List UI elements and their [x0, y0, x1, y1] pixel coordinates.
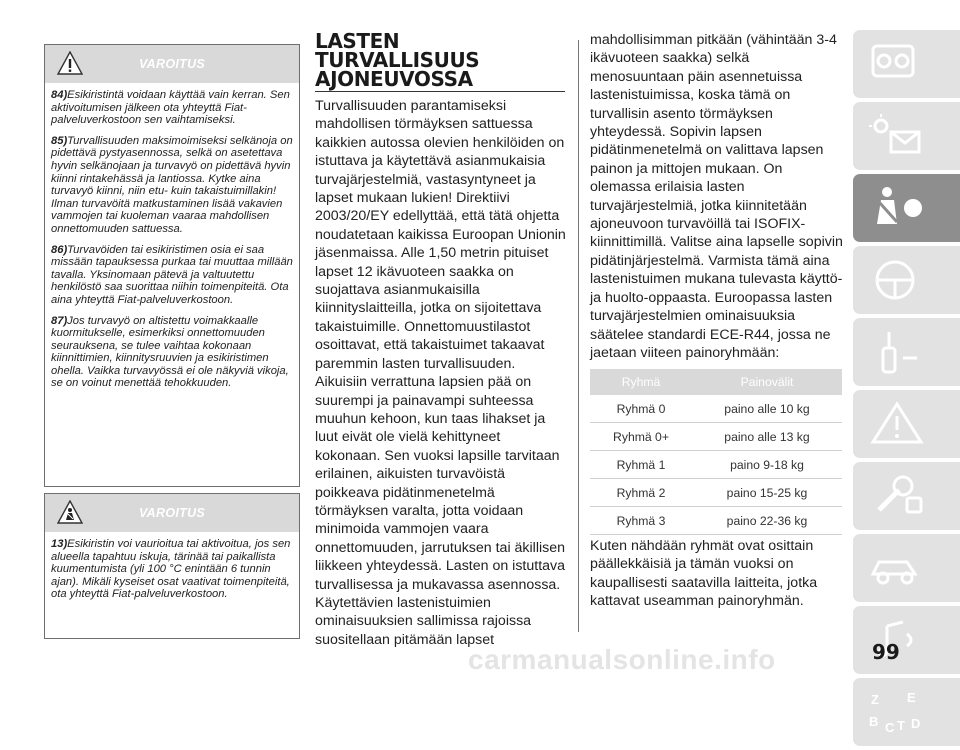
tab-driving[interactable] — [853, 246, 960, 314]
page-number: 99 — [872, 640, 900, 664]
seatbelt-airbag-icon — [867, 184, 927, 232]
tab-index[interactable] — [853, 678, 960, 746]
table-header-cell: Ryhmä — [590, 369, 692, 395]
tab-dashboard[interactable] — [853, 30, 960, 98]
tab-multimedia[interactable] — [853, 606, 960, 674]
svg-text:C: C — [885, 720, 895, 735]
svg-text:T: T — [897, 718, 905, 733]
section-heading: LASTEN TURVALLISUUS AJONEUVOSSA — [315, 29, 480, 91]
tab-technical-data[interactable] — [853, 534, 960, 602]
tab-warning-lights[interactable] — [853, 102, 960, 170]
car-key-icon — [867, 328, 927, 376]
warning-title: VAROITUS — [138, 57, 206, 71]
tab-starting[interactable] — [853, 318, 960, 386]
tab-safety[interactable] — [853, 174, 960, 242]
warning-title: VAROITUS — [138, 506, 206, 520]
warning-box-2 — [44, 493, 300, 639]
table-header-cell: Painovälit — [692, 369, 842, 395]
warning-item: 84)Esikiristintä voidaan käyttää vain kerran. Sen aktivoitumisen jälkeen ota yhteyttä Fiat-palveluverkostoon sen vaihtamiseksi. — [51, 89, 290, 127]
table-cell: paino 22-36 kg — [692, 507, 842, 535]
warning-lights-icon — [867, 112, 927, 160]
svg-text:D: D — [911, 716, 921, 731]
chapter-sidebar — [853, 30, 960, 750]
svg-text:B: B — [869, 714, 879, 729]
tab-emergency[interactable] — [853, 390, 960, 458]
maintenance-wrench-icon — [867, 472, 927, 520]
table-row — [590, 423, 842, 451]
watermark: carmanualsonline.info — [468, 644, 776, 675]
body-text-right: mahdollisimman pitkään (vähintään 3-4 ikävuoteen saakka) selkä menosuuntaan päin asennetuissa lastenistuimissa, koska tämä on turvallisin asento törmäyksen yhteydessä. Sopivin lapsen pidätinmenetelmä on valittava lapsen painon ja mittojen mukaan. On olemassa erilaisia lasten turvajärjestelmiä, jotka kiinnitetään ajoneuvoon turvavöillä tai ISOFIX-kiinnittimillä. Valitse aina lapselle sopivin pidätinjärjestelmä. Varmista tämä aina lastenistuimen mukana tulevasta käyttö- ja huolto-oppaasta. Euroopassa lasten turvajärjestelmien ominaisuuksia säätelee standardi ECE-R44, jossa ne jaetaan viiteen painoryhmään: — [590, 32, 843, 361]
warning-item: 87)Jos turvavyö on altistettu voimakkaalle kuormitukselle, esimerkiksi onnettomuuden seurauksena, se tulee vaihtaa kokonaan kiinnittimien, kiinnitysruuvien ja esikiristimen ohella. Vaikka turvavyössä ei ole näkyviä vikoja, se on voinut menettää tehokkuuden. — [51, 314, 289, 390]
table-cell: Ryhmä 3 — [590, 507, 692, 535]
table-cell: paino 15-25 kg — [692, 479, 842, 507]
table-cell: Ryhmä 2 — [590, 479, 692, 507]
warning-body — [45, 532, 299, 617]
warning-header — [45, 494, 299, 532]
weight-groups-table — [590, 369, 842, 535]
body-text-right-continued: Kuten nähdään ryhmät ovat osittain päällekkäisiä ja tämän vuoksi on kaupallisesti saatavilla laitteita, jotka kattavat useamman painoryhmän. — [590, 538, 818, 610]
table-header-row — [590, 369, 842, 395]
warning-body — [45, 83, 299, 406]
steering-wheel-icon — [867, 256, 927, 304]
car-specs-icon — [867, 544, 927, 592]
car-dashboard-icon — [867, 40, 927, 88]
tab-maintenance[interactable] — [853, 462, 960, 530]
warning-box-1 — [44, 44, 300, 487]
table-cell: Ryhmä 0+ — [590, 423, 692, 451]
table-row — [590, 479, 842, 507]
body-text-middle: Turvallisuuden parantamiseksi mahdollisen törmäyksen sattuessa kaikkien autossa olevien henkilöiden on istuttava ja käytettävä asianmukaisia turvajärjestelmiä, vastasyntyneet ja lapset mukaan lukien! Direktiivi 2003/20/EY edellyttää, että tätä ohjetta noudatetaan kaikissa Euroopan Unionin jäsenmaissa. Alle 1,50 metrin pituiset lapset 12 ikävuoteen saakka on suojattava asianmukaisilla kiinnityslaitteilla, jotka on sijoitettava takaistuimille. Onnettomuustilastot osoittavat, että takaistuimet takaavat paremmin lasten turvallisuuden. Aikuisiin verrattuna lapsien pää on suurempi ja painavampi suhteessa muuhun kehoon, kun taas lihakset ja luut eivät ole vielä kehittyneet kokonaan. Sen vuoksi lapsille tarvitaan erilainen, aikuisten turvavöistä poikkeava pidätinmenetelmä törmäyksen varalta, jotta voidaan minimoida vammojen vaara onnettomuuden, jarrutuksen tai äkillisen liikkeen yhteydessä. Lasten on istuttava turvallisessa ja mukavassa asennossa. Käytettävien lastenistuimien ominaisuuksien sallimissa rajoissa suositellaan pitämään lapset — [315, 98, 566, 648]
table-cell: Ryhmä 0 — [616, 401, 666, 416]
svg-text:Z: Z — [871, 692, 879, 707]
warning-item: 86)Turvavöiden tai esikiristimen osia ei saa missään tapauksessa purkaa tai muuttaa millään tavalla. Yksinomaan pätevä ja valtuutettu henkilöstö saa suorittaa niihin toimenpiteitä. Ota aina yhteyttä Fiat-palveluverkostoon. — [51, 243, 293, 306]
table-row — [590, 507, 842, 535]
table-cell: paino alle 13 kg — [692, 423, 842, 451]
warning-item: 85)Turvallisuuden maksimoimiseksi selkänoja on pidettävä pystyasennossa, selkä on asetettava hyvin selkänojaan ja turvavyö on pidettävä hyvin kiinni rintakehässä ja lantiossa. Kytke aina turvavyö kiinni, niin etu- kuin takaistuimillakin! Ilman turvavöitä matkustaminen lisää vakavien vammojen tai kuoleman vaaraa mahdollisen onnettomuuden sattuessa. — [51, 134, 293, 235]
warning-item: 13)Esikiristin voi vaurioitua tai aktivoitua, jos sen alueella tapahtuu iskuja, tärinää tai paikallista kuumentumista (yli 100 °C enintään 6 tunnin ajan). Mikäli kyseiset osat vaativat toimenpiteitä, ota yhteyttä Fiat-palveluverkostoon. — [51, 538, 291, 601]
emergency-warning-triangle-icon — [867, 400, 927, 448]
table-cell: paino 9-18 kg — [692, 451, 842, 479]
index-letters-icon — [867, 688, 927, 736]
table-row — [590, 395, 842, 423]
heading-underline — [315, 91, 565, 92]
warning-header — [45, 45, 299, 83]
table-cell: paino alle 10 kg — [724, 401, 810, 416]
table-row — [590, 451, 842, 479]
table-cell: Ryhmä 1 — [590, 451, 692, 479]
column-divider — [578, 40, 579, 632]
svg-text:E: E — [907, 690, 916, 705]
